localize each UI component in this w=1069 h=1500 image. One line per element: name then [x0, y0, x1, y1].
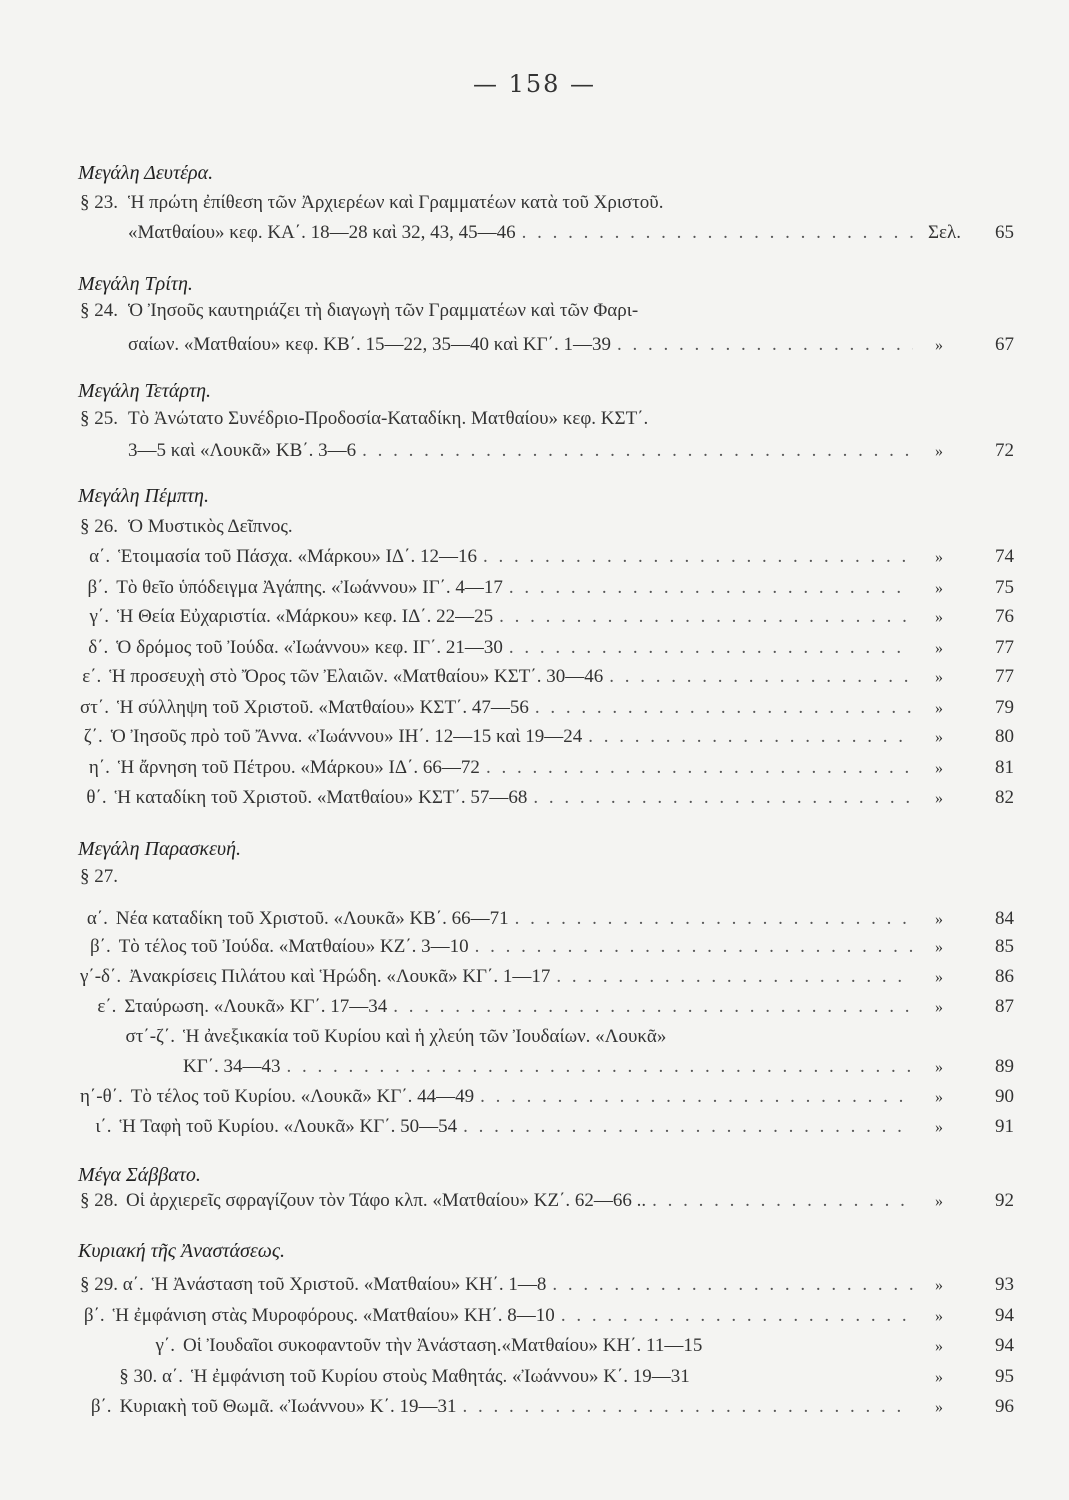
toc-entry: [80, 697, 919, 719]
entry-label: ζ΄.: [83, 726, 103, 747]
ditto-mark: »: [935, 1338, 943, 1355]
page-reference: 93: [995, 1274, 1014, 1295]
section-heading: Μεγάλη Παρασκευή.: [78, 838, 241, 860]
entry-label: στ΄.: [80, 697, 109, 718]
entry-text: Νέα καταδίκη τοῦ Χριστοῦ. «Λουκᾶ» ΚΒ΄. 66—71: [115, 908, 509, 929]
toc-entry: [80, 1305, 919, 1327]
page-reference: 92: [995, 1190, 1014, 1211]
entry-label: α΄.: [86, 908, 108, 929]
section-heading: Μέγα Σάββατο.: [78, 1164, 201, 1186]
ditto-mark: »: [935, 969, 943, 986]
page-reference: 81: [995, 757, 1014, 778]
entry-text: Ἡ Ταφὴ τοῦ Κυρίου. «Λουκᾶ» ΚΓ΄. 50—54: [119, 1116, 458, 1137]
page-reference: 79: [995, 697, 1014, 718]
entry-text: Σταύρωση. «Λουκᾶ» ΚΓ΄. 17—34: [124, 996, 388, 1017]
ditto-mark: »: [935, 1277, 943, 1294]
page-reference: 77: [995, 637, 1014, 658]
toc-entry: [80, 787, 919, 809]
page-reference: 67: [995, 334, 1014, 355]
toc-entry: [80, 757, 919, 779]
entry-text: Ἡ Ἀνάσταση τοῦ Χριστοῦ. «Ματθαίου» ΚΗ΄. 1—8: [151, 1274, 547, 1295]
leader-dots: [509, 577, 913, 599]
toc-entry: [80, 577, 919, 599]
entry-label: γ΄-δ΄.: [80, 966, 122, 987]
leader-dots: [617, 334, 913, 356]
leader-dots: [393, 996, 913, 1018]
ditto-mark: Σελ.: [928, 222, 961, 243]
ditto-mark: »: [935, 609, 943, 626]
entry-text: Ἀνακρίσεις Πιλάτου καὶ Ἡρώδη. «Λουκᾶ» ΚΓ΄. 1—17: [129, 966, 551, 987]
section-heading: Μεγάλη Πέμπτη.: [78, 485, 209, 507]
entry-text: Ἡ ἐμφάνιση στὰς Μυροφόρους. «Ματθαίου» ΚΗ΄. 8—10: [112, 1305, 555, 1326]
page-reference: 91: [995, 1116, 1014, 1137]
page-reference: 96: [995, 1396, 1014, 1417]
entry-label: § 28.: [80, 1190, 118, 1211]
toc-entry: [80, 1396, 919, 1418]
leader-dots: [486, 757, 913, 779]
entry-label: γ΄.: [89, 606, 109, 627]
page-number: — 158 —: [472, 70, 597, 98]
entry-label: § 27.: [80, 866, 118, 887]
ditto-mark: »: [935, 1399, 943, 1416]
page-reference: 82: [995, 787, 1014, 808]
entry-label: στ΄-ζ΄.: [125, 1026, 175, 1047]
page-reference: 65: [995, 222, 1014, 243]
page-reference: 87: [995, 996, 1014, 1017]
entry-text: 3—5 καὶ «Λουκᾶ» ΚΒ΄. 3—6: [128, 440, 357, 461]
leader-dots: [561, 1305, 913, 1327]
ditto-mark: »: [935, 669, 943, 686]
entry-text: ΚΓ΄. 34—43: [183, 1056, 281, 1077]
entry-label: β΄.: [90, 1396, 112, 1417]
ditto-mark: »: [935, 337, 943, 354]
toc-entry: [80, 1116, 919, 1138]
ditto-mark: »: [935, 640, 943, 657]
ditto-mark: »: [935, 1369, 943, 1386]
leader-dots: [533, 787, 913, 809]
entry-text: Τὸ τέλος τοῦ Ἰούδα. «Ματθαίου» ΚΖ΄. 3—10: [118, 936, 469, 957]
entry-text: Τὸ τέλος τοῦ Κυρίου. «Λουκᾶ» ΚΓ΄. 44—49: [130, 1086, 475, 1107]
leader-dots: [515, 908, 913, 930]
toc-entry: [128, 334, 919, 356]
entry-text: Οἱ ἀρχιερεῖς σφραγίζουν τὸν Τάφο κλπ. «Ματθαίου» ΚΖ΄. 62—66 ..: [126, 1190, 647, 1211]
toc-entry: [80, 996, 919, 1018]
entry-label: § 24.: [80, 300, 118, 321]
page-reference: 94: [995, 1305, 1014, 1326]
toc-entry: [128, 440, 919, 462]
toc-entry: [80, 516, 293, 538]
leader-dots: [362, 440, 913, 462]
entry-label: γ΄.: [155, 1335, 175, 1356]
page-reference: 84: [995, 908, 1014, 929]
ditto-mark: »: [935, 911, 943, 928]
entry-label: § 23.: [80, 192, 118, 213]
page-reference: 85: [995, 936, 1014, 957]
leader-dots: [287, 1056, 913, 1078]
entry-label: θ΄.: [86, 787, 107, 808]
leader-dots: [499, 606, 913, 628]
ditto-mark: »: [935, 939, 943, 956]
leader-dots: [588, 726, 913, 748]
page-reference: 72: [995, 440, 1014, 461]
entry-label: § 30. α΄.: [119, 1366, 183, 1387]
toc-entry: [80, 908, 919, 930]
entry-text: Ἡ σύλληψη τοῦ Χριστοῦ. «Ματθαίου» ΚΣΤ΄. 47—56: [116, 697, 529, 718]
ditto-mark: »: [935, 1193, 943, 1210]
entry-text: Τὸ Ἀνώτατο Συνέδριο-Προδοσία-Καταδίκη. Ματθαίου» κεφ. ΚΣΤ΄.: [128, 408, 649, 429]
toc-entry: [80, 408, 648, 430]
entry-label: β΄.: [89, 936, 111, 957]
ditto-mark: »: [935, 760, 943, 777]
page-reference: 95: [995, 1366, 1014, 1387]
entry-label: § 29. α΄.: [80, 1274, 144, 1295]
entry-text: Ἡ πρώτη ἐπίθεση τῶν Ἀρχιερέων καὶ Γραμματέων κατὰ τοῦ Χριστοῦ.: [128, 192, 664, 213]
entry-label: § 26.: [80, 516, 118, 537]
entry-label: β΄.: [83, 1305, 105, 1326]
toc-entry: [80, 1190, 919, 1212]
ditto-mark: »: [935, 1119, 943, 1136]
entry-text: Ἡ ἀνεξικακία τοῦ Κυρίου καὶ ἡ χλεύη τῶν Ἰουδαίων. «Λουκᾶ»: [183, 1026, 667, 1047]
toc-entry: [80, 666, 919, 688]
toc-entry: [80, 637, 919, 659]
entry-label: ε΄.: [97, 996, 117, 1017]
entry-text: Ἡ ἄρνηση τοῦ Πέτρου. «Μάρκου» ΙΔ΄. 66—72: [117, 757, 480, 778]
entry-label: η΄.: [88, 757, 110, 778]
toc-entry: [128, 222, 919, 244]
page-reference: 77: [995, 666, 1014, 687]
entry-text: Ὁ Μυστικὸς Δεῖπνος.: [128, 516, 293, 537]
page-reference: 76: [995, 606, 1014, 627]
entry-text: Ἑτοιμασία τοῦ Πάσχα. «Μάρκου» ΙΔ΄. 12—16: [118, 546, 477, 567]
entry-text: Ὁ Ἰησοῦς καυτηριάζει τὴ διαγωγὴ τῶν Γραμματέων καὶ τῶν Φαρι-: [128, 300, 639, 321]
entry-text: «Ματθαίου» κεφ. ΚΑ΄. 18—28 καὶ 32, 43, 45—46: [128, 222, 516, 243]
entry-text: Ὁ δρόμος τοῦ Ἰούδα. «Ἰωάννου» κεφ. ΙΓ΄. 21—30: [116, 637, 503, 658]
leader-dots: [535, 697, 913, 719]
toc-entry: [80, 300, 638, 322]
page-reference: 86: [995, 966, 1014, 987]
leader-dots: [652, 1190, 913, 1212]
toc-entry: [80, 546, 919, 568]
toc-entry: [80, 1026, 666, 1048]
toc-entry: [80, 936, 919, 958]
page-reference: 94: [995, 1335, 1014, 1356]
leader-dots: [556, 966, 913, 988]
entry-text: σαίων. «Ματθαίου» κεφ. ΚΒ΄. 15—22, 35—40 καὶ ΚΓ΄. 1—39: [128, 334, 611, 355]
leader-dots: [462, 1396, 913, 1418]
ditto-mark: »: [935, 1059, 943, 1076]
ditto-mark: »: [935, 549, 943, 566]
toc-entry: [183, 1056, 919, 1078]
section-heading: Κυριακή τῆς Ἀναστάσεως.: [78, 1240, 285, 1262]
page-reference: 89: [995, 1056, 1014, 1077]
section-heading: Μεγάλη Τρίτη.: [78, 273, 193, 295]
toc-entry: [80, 1335, 702, 1357]
entry-text: Ἡ καταδίκη τοῦ Χριστοῦ. «Ματθαίου» ΚΣΤ΄. 57—68: [114, 787, 528, 808]
ditto-mark: »: [935, 580, 943, 597]
ditto-mark: »: [935, 729, 943, 746]
ditto-mark: »: [935, 1308, 943, 1325]
entry-text: Κυριακὴ τοῦ Θωμᾶ. «Ἰωάννου» Κ΄. 19—31: [119, 1396, 457, 1417]
toc-entry: [80, 966, 919, 988]
entry-label: δ΄.: [88, 637, 109, 658]
section-heading: Μεγάλη Δευτέρα.: [78, 162, 214, 184]
ditto-mark: »: [935, 999, 943, 1016]
entry-label: β΄.: [87, 577, 109, 598]
page-reference: 80: [995, 726, 1014, 747]
ditto-mark: »: [935, 443, 943, 460]
entry-label: § 25.: [80, 408, 118, 429]
entry-text: Οἱ Ἰουδαῖοι συκοφαντοῦν τὴν Ἀνάσταση.«Ματθαίου» ΚΗ΄. 11—15: [183, 1335, 703, 1356]
entry-label: ι΄.: [95, 1116, 112, 1137]
leader-dots: [480, 1086, 913, 1108]
toc-entry: [80, 192, 663, 214]
ditto-mark: »: [935, 790, 943, 807]
entry-text: Ἡ ἐμφάνιση τοῦ Κυρίου στοὺς Μαθητάς. «Ἰωάννου» Κ΄. 19—31: [191, 1366, 690, 1387]
leader-dots: [463, 1116, 913, 1138]
page-reference: 90: [995, 1086, 1014, 1107]
leader-dots: [522, 222, 913, 244]
toc-entry: [80, 1274, 919, 1296]
entry-label: ε΄.: [82, 666, 102, 687]
leader-dots: [552, 1274, 913, 1296]
ditto-mark: »: [935, 1089, 943, 1106]
page-reference: 74: [995, 546, 1014, 567]
toc-entry: [80, 866, 128, 888]
toc-entry: [80, 726, 919, 748]
entry-text: Ὁ Ἰησοῦς πρὸ τοῦ Ἄννα. «Ἰωάννου» ΙΗ΄. 12—15 καὶ 19—24: [110, 726, 583, 747]
leader-dots: [475, 936, 913, 958]
leader-dots: [609, 666, 913, 688]
entry-text: Ἡ προσευχὴ στὸ Ὄρος τῶν Ἐλαιῶν. «Ματθαίου» ΚΣΤ΄. 30—46: [109, 666, 604, 687]
toc-entry: [80, 1366, 690, 1388]
entry-label: α΄.: [89, 546, 111, 567]
page-reference: 75: [995, 577, 1014, 598]
toc-entry: [80, 606, 919, 628]
entry-text: Ἡ Θεία Εὐχαριστία. «Μάρκου» κεφ. ΙΔ΄. 22—25: [116, 606, 494, 627]
entry-label: η΄-θ΄.: [80, 1086, 123, 1107]
leader-dots: [483, 546, 913, 568]
ditto-mark: »: [935, 700, 943, 717]
toc-entry: [80, 1086, 919, 1108]
entry-text: Τὸ θεῖο ὑπόδειγμα Ἀγάπης. «Ἰωάννου» ΙΓ΄. 4—17: [116, 577, 503, 598]
leader-dots: [509, 637, 913, 659]
section-heading: Μεγάλη Τετάρτη.: [78, 380, 212, 402]
